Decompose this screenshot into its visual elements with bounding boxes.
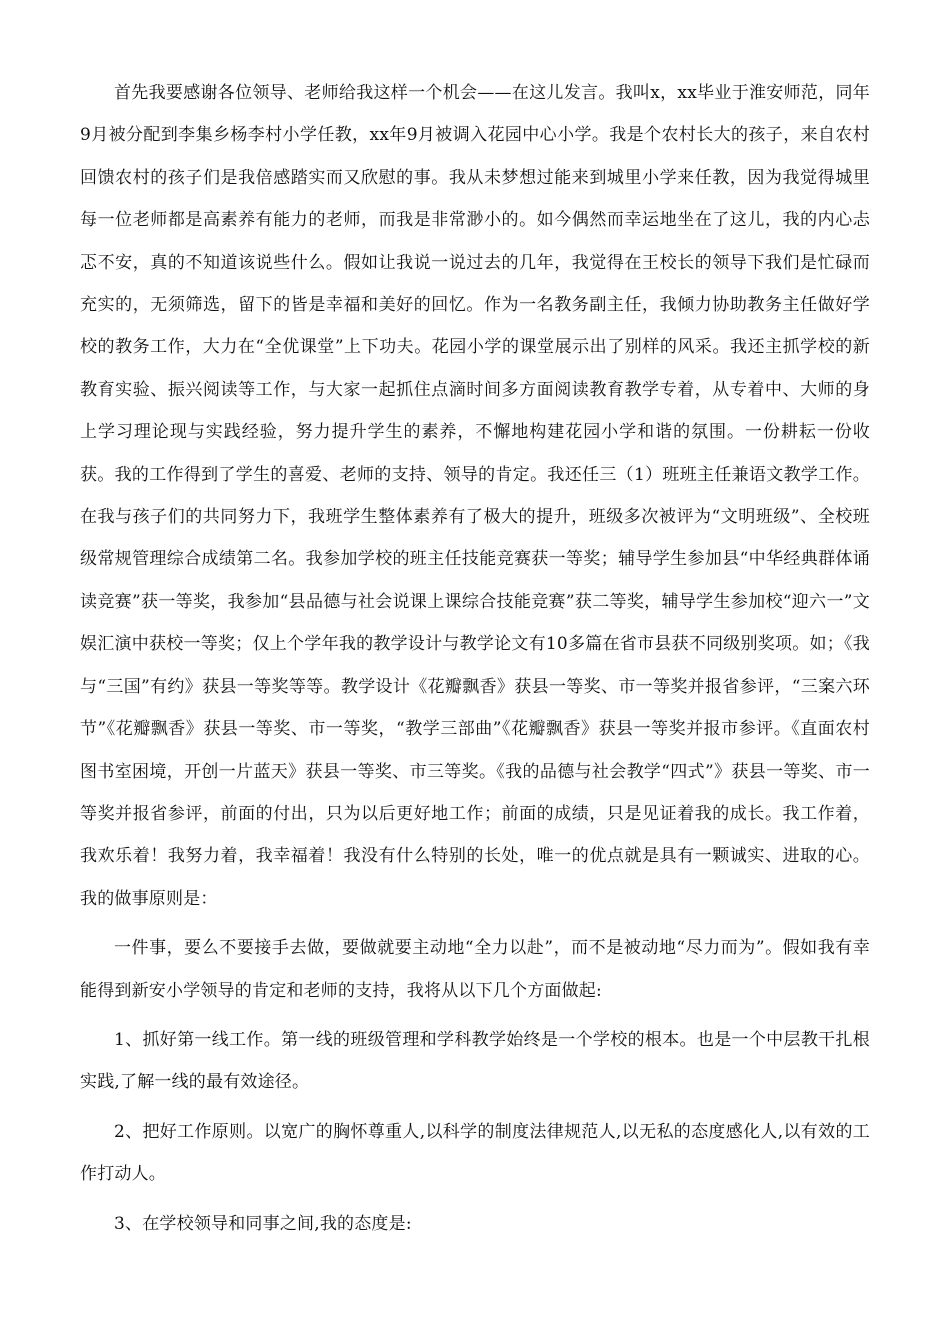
paragraph-point-2: 2、把好工作原则。以宽广的胸怀尊重人,以科学的制度法律规范人,以无私的态度感化人,以有效的工作打动人。 — [80, 1121, 870, 1185]
paragraph-principle: 一件事，要么不要接手去做，要做就要主动地“全力以赴”，而不是被动地“尽力而为”。假如我有幸能得到新安小学领导的肯定和老师的支持，我将从以下几个方面做起: — [80, 938, 870, 1001]
paragraph-intro: 首先我要感谢各位领导、老师给我这样一个机会——在这儿发言。我叫x，xx毕业于淮安师范，同年9月被分配到李集乡杨李村小学任教，xx年9月被调入花园中心小学。我是个农村长大的孩子，来自农村回馈农村的孩子们是我倍感踏实而又欣慰的事。我从未梦想过能来到城里小学来任教，因为我觉得城里每一位老师都是高素养有能力的老师，而我是非常渺小的。如今偶然而幸运地坐在了这儿，我的内心忐忑不安，真的不知道该说些什么。假如让我说一说过去的几年，我觉得在王校长的领导下我们是忙碌而充实的，无须筛选，留下的皆是幸福和美好的回忆。作为一名教务副主任，我倾力协助教务主任做好学校的教务工作，大力在“全优课堂”上下功夫。花园小学的课堂展示出了别样的风采。我还主抓学校的新教育实验、振兴阅读等工作，与大家一起抓住点滴时间多方面阅读教育教学专着，从专着中、大师的身上学习理论现与实践经验，努力提升学生的素养，不懈地构建花园小学和谐的氛围。一份耕耘一份收获。我的工作得到了学生的喜爱、老师的支持、领导的肯定。我还任三（1）班班主任兼语文教学工作。在我与孩子们的共同努力下，我班学生整体素养有了极大的提升，班级多次被评为“文明班级”、全校班级常规管理综合成绩第二名。我参加学校的班主任技能竞赛获一等奖；辅导学生参加县“中华经典群体诵读竞赛”获一等奖，我参加“县品德与社会说课上课综合技能竞赛”获二等奖，辅导学生参加校“迎六一”文娱汇演中获校一等奖；仅上个学年我的教学设计与教学论文有10多篇在省市县获不同级别奖项。如；《我与“三国”有约》获县一等奖等等。教学设计《花瓣飘香》获县一等奖、市一等奖并报省参评，“三案六环节”《花瓣飘香》获县一等奖、市一等奖，“教学三部曲”《花瓣飘香》获县一等奖并报市参评。《直面农村图书室困境，开创一片蓝天》获县一等奖、市三等奖。《我的品德与社会教学“四式”》获县一等奖、市一等奖并报省参评，前面的付出，只为以后更好地工作；前面的成绩，只是见证着我的成长。我工作着，我欢乐着！我努力着，我幸福着！我没有什么特别的长处，唯一的优点就是具有一颗诚实、进取的心。我的做事原则是： — [80, 83, 870, 909]
paragraph-point-3: 3、在学校领导和同事之间,我的态度是: — [114, 1213, 412, 1234]
document-page — [80, 72, 870, 1245]
paragraph-point-1: 1、抓好第一线工作。第一线的班级管理和学科教学始终是一个学校的根本。也是一个中层教干扎根实践,了解一线的最有效途径。 — [80, 1029, 870, 1093]
